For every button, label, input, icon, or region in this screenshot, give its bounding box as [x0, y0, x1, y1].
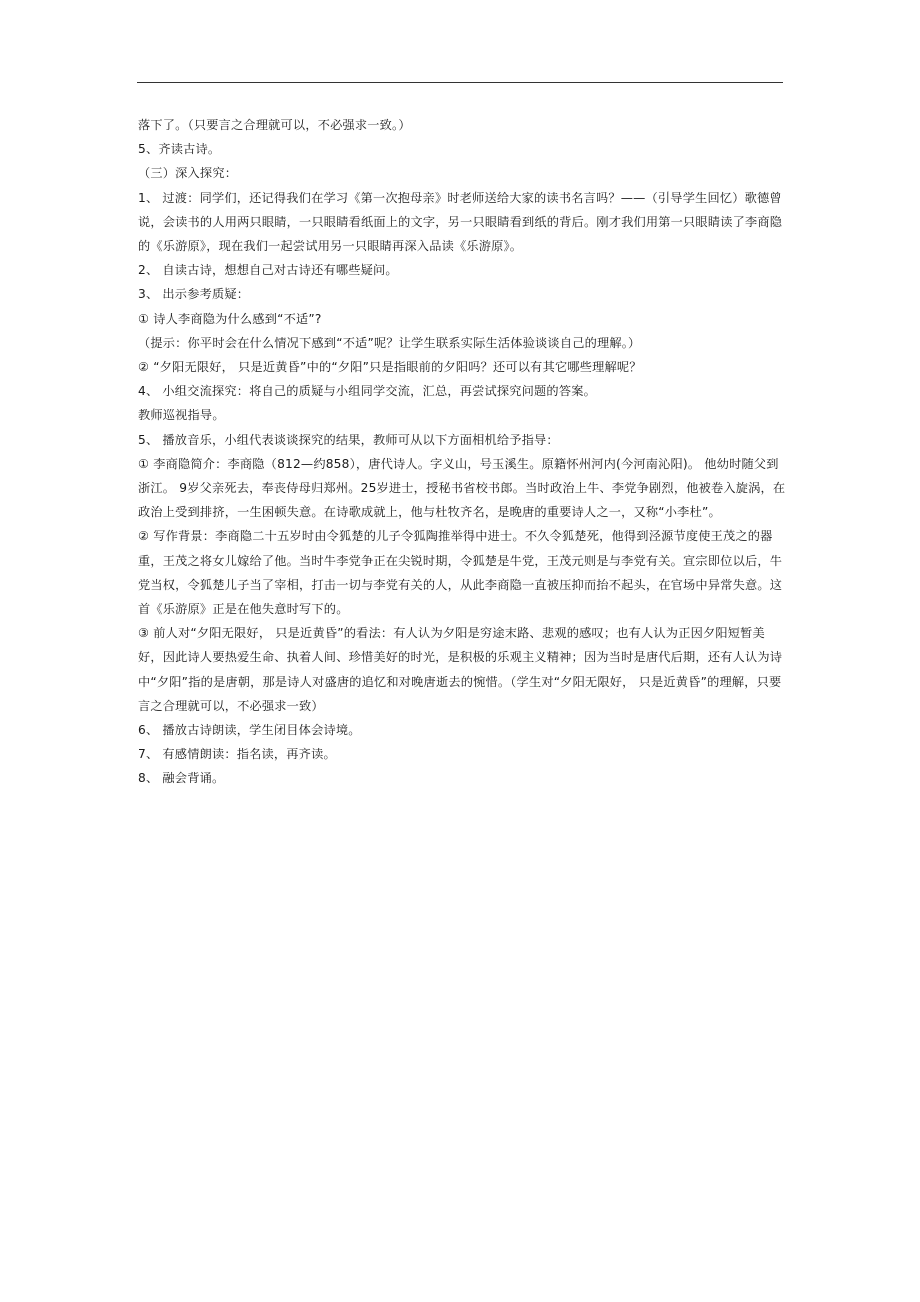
paragraph: ② 写作背景：李商隐二十五岁时由令狐楚的儿子令狐陶推举得中进士。不久令狐楚死，他得到泾源节度使王茂之的器重，王茂之将女儿嫁给了他。当时牛李党争正在尖锐时期，令狐楚是牛党，王茂元则是与李党有关。宣宗即位以后，牛党当权，令狐楚儿子当了宰相，打击一切与李党有关的人，从此李商隐一直被压抑而抬不起头，在官场中异常失意。这首《乐游原》正是在他失意时写下的。 — [138, 529, 783, 617]
paragraph: 5、齐读古诗。 — [138, 142, 221, 157]
paragraph: ③ 前人对“夕阳无限好， 只是近黄昏”的看法：有人认为夕阳是穷途末路、悲观的感叹；也有人认为正因夕阳短暂美好，因此诗人要热爱生命、执着人间、珍惜美好的时光，是积极的乐观主义精神；因为当时是唐代后期，还有人认为诗中“夕阳”指的是唐朝，那是诗人对盛唐的追忆和对晚唐逝去的惋惜。（学生对“夕阳无限好， 只是近黄昏”的理解，只要言之合理就可以，不必强求一致） — [138, 626, 783, 713]
paragraph: 1、 过渡：同学们，还记得我们在学习《第一次抱母亲》时老师送给大家的读书名言吗？——（引导学生回忆）歌德曾说，会读书的人用两只眼睛，一只眼睛看纸面上的文字，另一只眼睛看到纸的背后。刚才我们用第一只眼睛读了李商隐的《乐游原》，现在我们一起尝试用另一只眼睛再深入品读《乐游原》。 — [138, 190, 783, 254]
paragraph: 7、 有感情朗读：指名读，再齐读。 — [138, 747, 336, 762]
paragraph: ② “夕阳无限好， 只是近黄昏”中的“夕阳”只是指眼前的夕阳吗？还可以有其它哪些理解呢？ — [138, 360, 642, 375]
header-rule — [137, 82, 783, 83]
paragraph: 3、 出示参考质疑： — [138, 287, 250, 302]
paragraph: 教师巡视指导。 — [138, 408, 225, 423]
paragraph: ① 李商隐简介：李商隐（812—约858），唐代诗人。字义山，号玉溪生。原籍怀州河内(今河南沁阳)。 他幼时随父到浙江。 9岁父亲死去，奉丧侍母归郑州。25岁进士，授秘书省校书郎。当时政治上牛、李党争剧烈，他被卷入旋涡，在政治上受到排挤，一生困顿失意。在诗歌成就上，他与杜牧齐名，是晚唐的重要诗人之一，又称“小李杜”。 — [138, 456, 786, 520]
paragraph: ① 诗人李商隐为什么感到“不适”? — [138, 311, 322, 326]
paragraph: （三）深入探究： — [138, 166, 238, 181]
document-body — [138, 113, 786, 791]
paragraph: 2、 自读古诗，想想自己对古诗还有哪些疑问。 — [138, 263, 398, 278]
paragraph: （提示：你平时会在什么情况下感到“不适”呢？让学生联系实际生活体验谈谈自己的理解。） — [138, 335, 641, 350]
paragraph: 落下了。（只要言之合理就可以，不必强求一致。） — [138, 118, 411, 132]
paragraph: 4、 小组交流探究：将自己的质疑与小组同学交流，汇总，再尝试探究问题的答案。 — [138, 384, 596, 399]
paragraph: 5、 播放音乐，小组代表谈谈探究的结果，教师可从以下方面相机给予指导： — [138, 432, 559, 447]
paragraph: 6、 播放古诗朗读，学生闭目体会诗境。 — [138, 723, 361, 738]
paragraph: 8、 融会背诵。 — [138, 771, 225, 786]
